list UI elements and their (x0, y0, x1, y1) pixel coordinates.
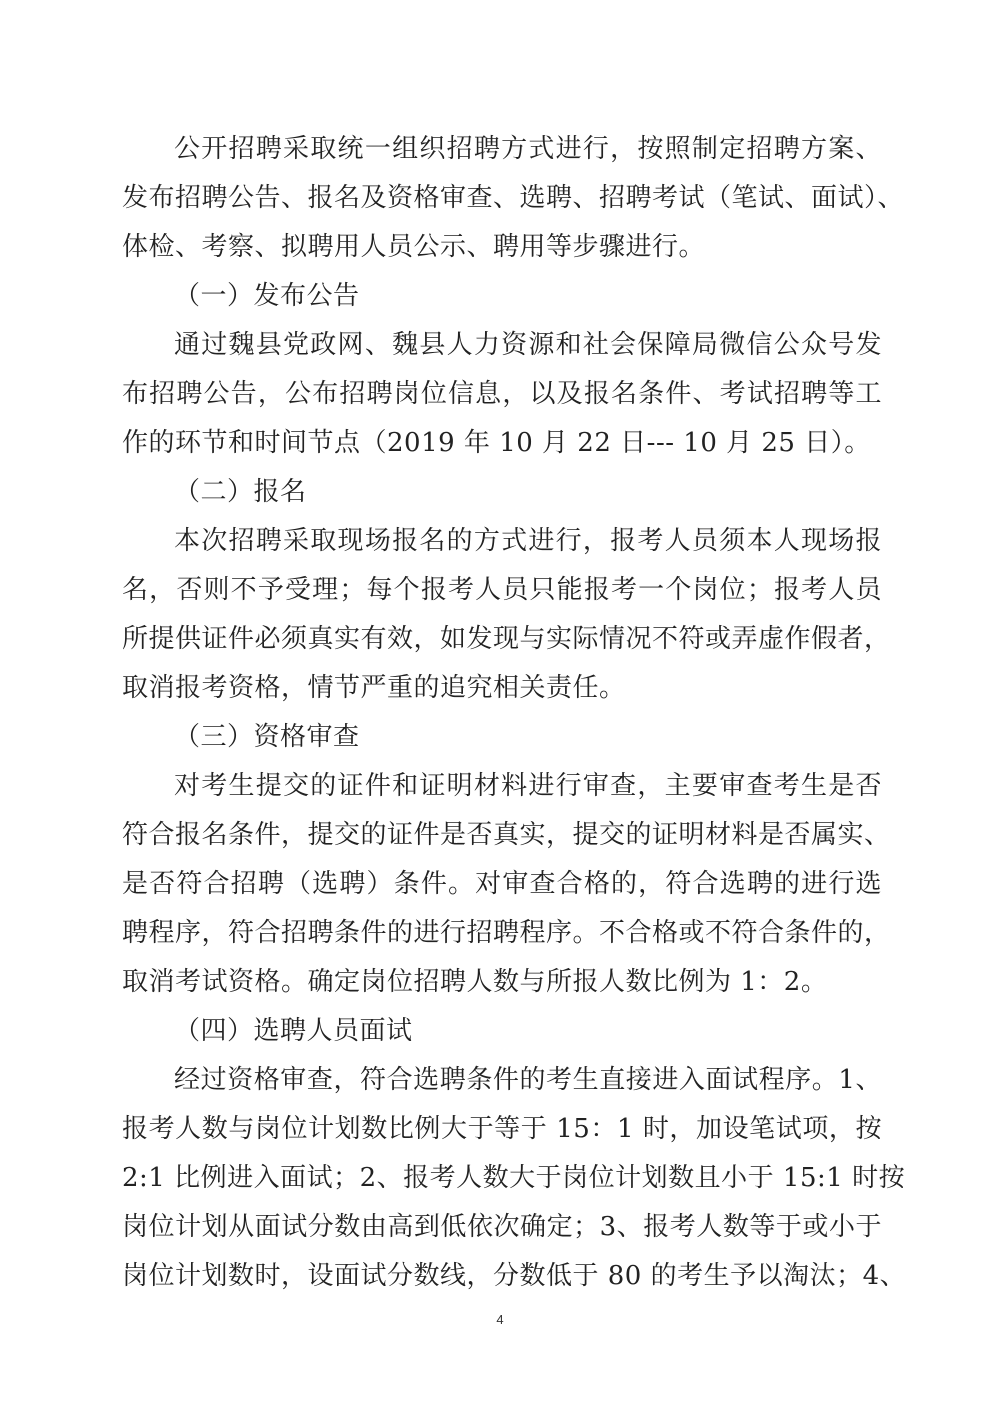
text-line: 报考人数与岗位计划数比例大于等于 15：1 时，加设笔试项，按 (122, 1114, 882, 1144)
document-body (122, 125, 907, 1301)
text-line: 体检、考察、拟聘用人员公示、聘用等步骤进行。 (122, 232, 706, 262)
section-heading: （二）报名 (174, 477, 307, 507)
text-line: 经过资格审查，符合选聘条件的考生直接进入面试程序。1、 (174, 1065, 882, 1095)
section-heading: （一）发布公告 (174, 281, 360, 311)
text-line: 取消报考资格，情节严重的追究相关责任。 (122, 673, 626, 703)
text-line: 对考生提交的证件和证明材料进行审查，主要审查考生是否 (174, 771, 882, 801)
text-line: 公开招聘采取统一组织招聘方式进行，按照制定招聘方案、 (174, 134, 882, 164)
text-line: 布招聘公告，公布招聘岗位信息，以及报名条件、考试招聘等工 (122, 379, 882, 409)
text-line: 是否符合招聘（选聘）条件。对审查合格的，符合选聘的进行选 (122, 869, 882, 899)
text-line: 岗位计划从面试分数由高到低依次确定；3、报考人数等于或小于 (122, 1212, 882, 1242)
text-line: 聘程序，符合招聘条件的进行招聘程序。不合格或不符合条件的， (122, 918, 891, 948)
text-line: 通过魏县党政网、魏县人力资源和社会保障局微信公众号发 (174, 330, 882, 360)
text-line: 取消考试资格。确定岗位招聘人数与所报人数比例为 1：2。 (122, 967, 828, 997)
text-line: 2:1 比例进入面试；2、报考人数大于岗位计划数且小于 15:1 时按 (122, 1163, 906, 1193)
section-heading: （四）选聘人员面试 (174, 1016, 413, 1046)
text-line: 所提供证件必须真实有效，如发现与实际情况不符或弄虚作假者， (122, 624, 891, 654)
section-heading: （三）资格审查 (174, 722, 360, 752)
text-line: 发布招聘公告、报名及资格审查、选聘、招聘考试（笔试、面试）、 (122, 183, 905, 213)
text-line: 符合报名条件，提交的证件是否真实，提交的证明材料是否属实、 (122, 820, 891, 850)
text-line: 岗位计划数时，设面试分数线，分数低于 80 的考生予以淘汰；4、 (122, 1261, 907, 1291)
text-line: 作的环节和时间节点（2019 年 10 月 22 日--- 10 月 25 日）。 (122, 428, 871, 458)
text-line: 本次招聘采取现场报名的方式进行，报考人员须本人现场报 (174, 526, 882, 556)
page-number: 4 (496, 1312, 504, 1327)
text-line: 名，否则不予受理；每个报考人员只能报考一个岗位；报考人员 (122, 575, 882, 605)
